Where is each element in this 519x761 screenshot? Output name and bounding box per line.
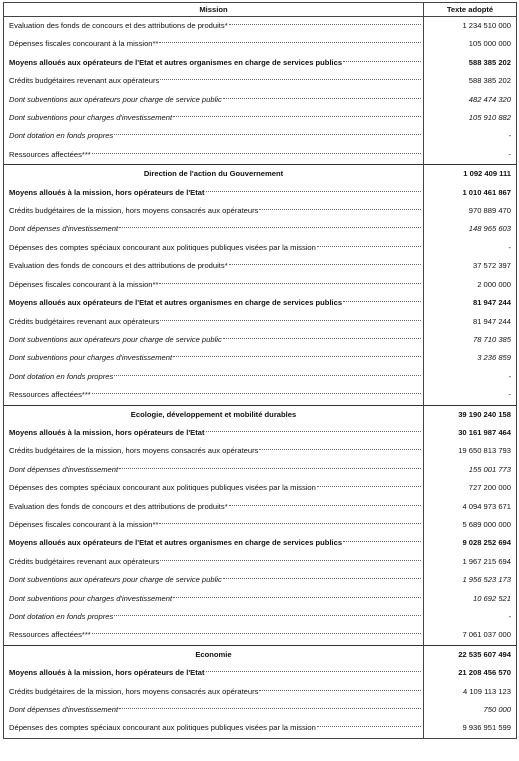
row-label-text: Ressources affectées*** — [9, 149, 91, 159]
row-value: 9 936 951 599 — [424, 719, 517, 738]
row-label-text: Dont subventions pour charges d'investissement — [9, 353, 173, 363]
row-value: - — [424, 368, 517, 386]
row-label-text: Dépenses fiscales concourant à la mission** — [9, 279, 159, 289]
section-header-row — [4, 405, 517, 424]
table-header-row — [4, 3, 517, 17]
row-value: 105 000 000 — [424, 35, 517, 53]
dot-leader — [160, 320, 421, 321]
row-value: 482 474 320 — [424, 91, 517, 109]
section-header-row — [4, 165, 517, 184]
row-label-text: Dépenses fiscales concourant à la mission** — [9, 39, 159, 49]
table-row — [4, 479, 517, 497]
row-label-text: Ressources affectées*** — [9, 630, 91, 640]
dot-leader — [317, 486, 421, 487]
dot-leader — [223, 578, 421, 579]
row-label — [4, 719, 424, 738]
row-label — [4, 184, 424, 202]
row-value: 9 028 252 694 — [424, 534, 517, 552]
row-label — [4, 127, 424, 145]
table-row — [4, 424, 517, 442]
row-label — [4, 368, 424, 386]
dot-leader — [173, 597, 421, 598]
mission-name: Ecologie, développement et mobilité durables — [4, 405, 424, 424]
table-row — [4, 331, 517, 349]
dot-leader — [229, 264, 421, 265]
row-label — [4, 220, 424, 238]
row-value: 37 572 397 — [424, 257, 517, 275]
row-label-text: Crédits budgétaires revenant aux opérateurs — [9, 316, 160, 326]
row-value: - — [424, 127, 517, 145]
table-row — [4, 184, 517, 202]
row-value: 1 092 409 111 — [424, 165, 517, 184]
row-value: 1 234 510 000 — [424, 17, 517, 36]
dot-leader — [173, 116, 421, 117]
table-row — [4, 701, 517, 719]
dot-leader — [119, 227, 421, 228]
row-value: 588 385 202 — [424, 54, 517, 72]
table-row — [4, 461, 517, 479]
row-label-text: Ressources affectées*** — [9, 390, 91, 400]
row-label-text: Dont dotation en fonds propres — [9, 371, 114, 381]
row-value: 970 889 470 — [424, 202, 517, 220]
row-value: 3 236 859 — [424, 349, 517, 367]
row-value: 148 965 603 — [424, 220, 517, 238]
row-label — [4, 664, 424, 682]
row-label-text: Crédits budgétaires revenant aux opérateurs — [9, 76, 160, 86]
row-value: 78 710 385 — [424, 331, 517, 349]
row-value: 588 385 202 — [424, 72, 517, 90]
table-row — [4, 386, 517, 405]
row-value: 22 535 607 494 — [424, 645, 517, 664]
row-value: - — [424, 146, 517, 165]
row-label — [4, 146, 424, 165]
row-label — [4, 701, 424, 719]
dot-leader — [92, 393, 421, 394]
row-label-text: Dont dépenses d'investissement — [9, 705, 119, 715]
table-row — [4, 683, 517, 701]
row-value: 2 000 000 — [424, 276, 517, 294]
dot-leader — [114, 615, 421, 616]
dot-leader — [119, 708, 421, 709]
table-row — [4, 257, 517, 275]
row-label — [4, 257, 424, 275]
row-label-text: Dont subventions aux opérateurs pour charge de service public — [9, 94, 222, 104]
dot-leader — [159, 42, 421, 43]
dot-leader — [206, 191, 421, 192]
dot-leader — [206, 431, 421, 432]
dot-leader — [259, 449, 421, 450]
texte-adopte-column-header: Texte adopté — [424, 3, 517, 17]
table-row — [4, 626, 517, 645]
table-row — [4, 17, 517, 36]
row-value: 1 010 461 867 — [424, 184, 517, 202]
table-row — [4, 534, 517, 552]
mission-name: Direction de l'action du Gouvernement — [4, 165, 424, 184]
row-label — [4, 349, 424, 367]
table-row — [4, 35, 517, 53]
mission-column-header: Mission — [4, 3, 424, 17]
row-label — [4, 109, 424, 127]
row-value: 81 947 244 — [424, 294, 517, 312]
row-label — [4, 202, 424, 220]
row-value: 155 001 773 — [424, 461, 517, 479]
row-label-text: Crédits budgétaires de la mission, hors moyens consacrés aux opérateurs — [9, 686, 259, 696]
dot-leader — [92, 633, 421, 634]
table-row — [4, 239, 517, 257]
row-value: 4 109 113 123 — [424, 683, 517, 701]
section-header-row — [4, 645, 517, 664]
row-label-text: Dont dotation en fonds propres — [9, 612, 114, 621]
dot-leader — [343, 541, 421, 542]
row-label-text: Moyens alloués aux opérateurs de l'Etat et autres organismes en charge de services publics — [9, 538, 343, 548]
row-label-text: Dont subventions pour charges d'investissement — [9, 593, 173, 603]
row-label-text: Moyens alloués à la mission, hors opérateurs de l'Etat — [9, 427, 205, 437]
row-label — [4, 313, 424, 331]
row-label — [4, 35, 424, 53]
row-label — [4, 516, 424, 534]
row-value: 81 947 244 — [424, 313, 517, 331]
row-value: 105 910 882 — [424, 109, 517, 127]
dot-leader — [317, 246, 421, 247]
row-label-text: Evaluation des fonds de concours et des attributions de produits* — [9, 261, 228, 271]
row-label-text: Moyens alloués à la mission, hors opérateurs de l'Etat — [9, 668, 205, 678]
dot-leader — [317, 726, 421, 727]
table-row — [4, 571, 517, 589]
row-label — [4, 608, 424, 626]
row-label — [4, 479, 424, 497]
mission-name: Economie — [4, 645, 424, 664]
row-label — [4, 276, 424, 294]
table-row — [4, 590, 517, 608]
dot-leader — [223, 98, 421, 99]
row-value: - — [424, 608, 517, 626]
dot-leader — [343, 61, 421, 62]
row-label — [4, 571, 424, 589]
row-label-text: Crédits budgétaires revenant aux opérateurs — [9, 556, 160, 566]
row-value: - — [424, 239, 517, 257]
row-value: 5 689 000 000 — [424, 516, 517, 534]
row-value: - — [424, 386, 517, 405]
row-label — [4, 239, 424, 257]
table-row — [4, 109, 517, 127]
row-label — [4, 294, 424, 312]
dot-leader — [160, 79, 421, 80]
table-row — [4, 91, 517, 109]
row-label — [4, 17, 424, 36]
row-label-text: Moyens alloués aux opérateurs de l'Etat et autres organismes en charge de services publics — [9, 57, 343, 67]
row-value: 750 000 — [424, 701, 517, 719]
row-label-text: Evaluation des fonds de concours et des attributions de produits* — [9, 501, 228, 511]
row-value: 7 061 037 000 — [424, 626, 517, 645]
row-label-text: Evaluation des fonds de concours et des attributions de produits* — [9, 21, 228, 30]
table-row — [4, 719, 517, 738]
table-row — [4, 442, 517, 460]
row-label-text: Dont subventions pour charges d'investissement — [9, 113, 173, 123]
dot-leader — [229, 24, 421, 25]
row-label — [4, 386, 424, 405]
row-label — [4, 72, 424, 90]
row-label-text: Dont subventions aux opérateurs pour charge de service public — [9, 575, 222, 585]
row-value: 21 208 456 570 — [424, 664, 517, 682]
table-row — [4, 54, 517, 72]
row-value: 1 967 215 694 — [424, 553, 517, 571]
row-value: 39 190 240 158 — [424, 405, 517, 424]
row-label-text: Dont subventions aux opérateurs pour charge de service public — [9, 334, 222, 344]
row-label — [4, 626, 424, 645]
dot-leader — [259, 209, 421, 210]
dot-leader — [206, 671, 421, 672]
row-label — [4, 424, 424, 442]
table-body — [4, 17, 517, 739]
row-label — [4, 442, 424, 460]
dot-leader — [114, 134, 421, 135]
table-row — [4, 368, 517, 386]
row-label-text: Crédits budgétaires de la mission, hors moyens consacrés aux opérateurs — [9, 206, 259, 216]
row-value: 727 200 000 — [424, 479, 517, 497]
row-label-text: Dont dépenses d'investissement — [9, 224, 119, 234]
table-row — [4, 72, 517, 90]
row-value: 4 094 973 671 — [424, 498, 517, 516]
table-row — [4, 220, 517, 238]
dot-leader — [223, 338, 421, 339]
dot-leader — [92, 153, 421, 154]
row-label — [4, 534, 424, 552]
table-row — [4, 146, 517, 165]
row-label — [4, 590, 424, 608]
row-label — [4, 498, 424, 516]
dot-leader — [343, 301, 421, 302]
row-label-text: Dépenses des comptes spéciaux concourant aux politiques publiques visées par la mission — [9, 723, 316, 733]
row-label-text: Moyens alloués aux opérateurs de l'Etat et autres organismes en charge de services publics — [9, 298, 343, 308]
table-row — [4, 127, 517, 145]
budget-table — [3, 2, 517, 739]
dot-leader — [159, 523, 421, 524]
table-row — [4, 294, 517, 312]
row-label-text: Dépenses des comptes spéciaux concourant aux politiques publiques visées par la mission — [9, 483, 316, 493]
row-label-text: Dont dépenses d'investissement — [9, 464, 119, 474]
row-value: 10 692 521 — [424, 590, 517, 608]
dot-leader — [229, 505, 421, 506]
row-label-text: Dépenses fiscales concourant à la mission** — [9, 519, 159, 529]
table-row — [4, 313, 517, 331]
row-label-text: Dépenses des comptes spéciaux concourant aux politiques publiques visées par la mission — [9, 242, 316, 252]
dot-leader — [173, 356, 421, 357]
row-label — [4, 91, 424, 109]
table-row — [4, 202, 517, 220]
dot-leader — [114, 375, 421, 376]
row-label — [4, 683, 424, 701]
row-label — [4, 553, 424, 571]
row-label — [4, 461, 424, 479]
dot-leader — [259, 690, 421, 691]
table-row — [4, 553, 517, 571]
dot-leader — [119, 468, 421, 469]
row-label — [4, 54, 424, 72]
table-row — [4, 498, 517, 516]
row-value: 30 161 987 464 — [424, 424, 517, 442]
table-row — [4, 276, 517, 294]
dot-leader — [160, 560, 421, 561]
row-value: 1 956 523 173 — [424, 571, 517, 589]
row-label-text: Moyens alloués à la mission, hors opérateurs de l'Etat — [9, 187, 205, 197]
table-row — [4, 349, 517, 367]
table-row — [4, 608, 517, 626]
row-label-text: Crédits budgétaires de la mission, hors moyens consacrés aux opérateurs — [9, 446, 259, 456]
row-value: 19 650 813 793 — [424, 442, 517, 460]
row-label-text: Dont dotation en fonds propres — [9, 131, 114, 141]
row-label — [4, 331, 424, 349]
table-row — [4, 664, 517, 682]
table-row — [4, 516, 517, 534]
dot-leader — [159, 283, 421, 284]
